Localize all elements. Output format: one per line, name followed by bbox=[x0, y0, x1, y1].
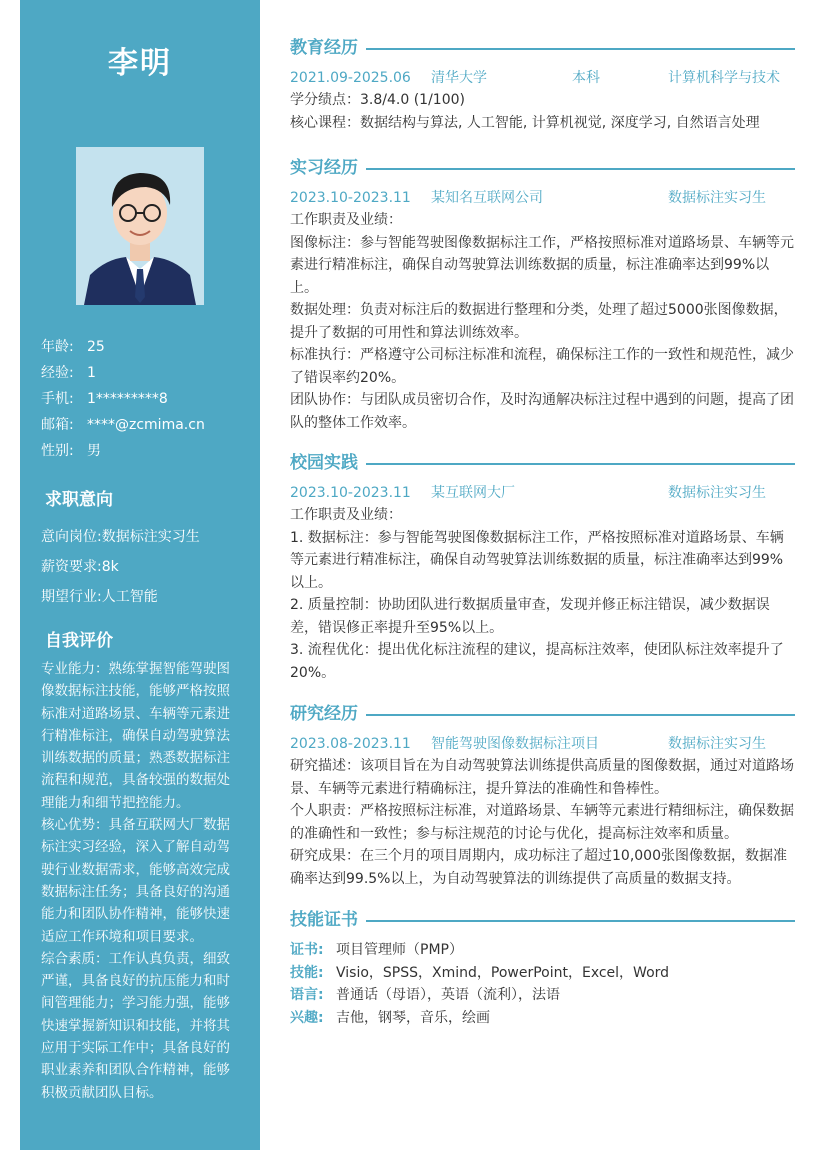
candidate-name: 李明 bbox=[108, 46, 172, 81]
section-header bbox=[290, 701, 795, 727]
profile-photo bbox=[76, 147, 204, 305]
detail-line: 工作职责及业绩： bbox=[290, 507, 402, 523]
info-experience: 经验: 1 bbox=[41, 365, 96, 381]
detail-line: 工作职责及业绩： bbox=[290, 212, 402, 228]
research-details bbox=[290, 755, 795, 890]
section-title: 校园实践 bbox=[290, 453, 366, 473]
date-range: 2023.10-2023.11 bbox=[290, 190, 411, 206]
detail-line: 2. 质量控制：协助团队进行数据质量审查，发现并修正标注错误，减少数据误差，错误修正率提升至95%以上。 bbox=[290, 597, 770, 636]
job-role: 数据标注实习生 bbox=[668, 190, 766, 206]
detail-line: 团队协作：与团队成员密切合作，及时沟通解决标注过程中遇到的问题，提高了团队的整体工作效率。 bbox=[290, 392, 794, 431]
company-name: 某知名互联网公司 bbox=[431, 190, 543, 206]
degree: 本科 bbox=[572, 70, 600, 86]
skill-tools: 技能: Visio，SPSS，Xmind，PowerPoint，Excel，Word bbox=[290, 964, 670, 981]
project-name: 智能驾驶图像数据标注项目 bbox=[431, 736, 599, 752]
courses-line: 核心课程：数据结构与算法, 人工智能, 计算机视觉, 深度学习, 自然语言处理 bbox=[290, 114, 760, 131]
intent-industry: 期望行业:人工智能 bbox=[41, 589, 158, 605]
education-meta bbox=[290, 67, 795, 89]
major: 计算机科学与技术 bbox=[668, 70, 780, 86]
section-title: 实习经历 bbox=[290, 158, 366, 178]
self-eval-professional: 专业能力：熟练掌握智能驾驶图像数据标注技能，能够严格按照标准对道路场景、车辆等元素进行精准标注，确保自动驾驶算法训练数据的质量；熟悉数据标注流程和规范，具备较强的数据处理能力和细节把控能力。 bbox=[41, 661, 230, 811]
campus-meta bbox=[290, 482, 795, 504]
section-header bbox=[290, 155, 795, 181]
date-range: 2023.10-2023.11 bbox=[290, 485, 411, 501]
job-role: 数据标注实习生 bbox=[668, 485, 766, 501]
section-title: 研究经历 bbox=[290, 704, 366, 724]
self-eval-advantage: 核心优势：具备互联网大厂数据标注实习经验，深入了解自动驾驶行业数据需求，能够高效完成数据标注任务；具备良好的沟通能力和团队协作精神，能够快速适应工作环境和项目要求。 bbox=[41, 817, 230, 945]
section-title: 技能证书 bbox=[290, 910, 366, 930]
skill-certificate: 证书: 项目管理师（PMP） bbox=[290, 942, 463, 958]
detail-line: 研究成果：在三个月的项目周期内，成功标注了超过10,000张图像数据，数据准确率达到99.5%以上，为自动驾驶算法的训练提供了高质量的数据支持。 bbox=[290, 848, 787, 887]
info-phone: 手机: 1*********8 bbox=[41, 391, 168, 407]
research-meta bbox=[290, 733, 795, 755]
campus-section bbox=[290, 450, 795, 684]
intent-title: 求职意向 bbox=[45, 490, 113, 510]
skills-section bbox=[290, 907, 795, 1029]
detail-line: 3. 流程优化：提出优化标注流程的建议，提高标注效率，使团队标注效率提升了20%。 bbox=[290, 642, 784, 681]
date-range: 2021.09-2025.06 bbox=[290, 70, 411, 86]
self-eval-title: 自我评价 bbox=[45, 631, 113, 651]
date-range: 2023.08-2023.11 bbox=[290, 736, 411, 752]
detail-line: 个人职责：严格按照标注标准，对道路场景、车辆等元素进行精细标注，确保数据的准确性和一致性；参与标注规范的讨论与优化，提高标注效率和质量。 bbox=[290, 803, 794, 842]
detail-line: 图像标注：参与智能驾驶图像数据标注工作，严格按照标准对道路场景、车辆等元素进行精准标注，确保自动驾驶算法训练数据的质量，标注准确率达到99%以上。 bbox=[290, 234, 794, 296]
detail-line: 标准执行：严格遵守公司标注标准和流程，确保标注工作的一致性和规范性，减少了错误率约20%。 bbox=[290, 347, 794, 386]
section-header bbox=[290, 35, 795, 61]
section-title: 教育经历 bbox=[290, 38, 366, 58]
info-email: 邮箱: ****@zcmima.cn bbox=[41, 417, 205, 433]
info-gender: 性别: 男 bbox=[41, 443, 101, 459]
section-header bbox=[290, 907, 795, 933]
internship-details bbox=[290, 209, 795, 434]
basic-info bbox=[41, 334, 251, 464]
self-eval-overall: 综合素质：工作认真负责，细致严谨，具备良好的抗压能力和时间管理能力；学习能力强，能够快速掌握新知识和技能，并将其应用于实际工作中；具备良好的职业素养和团队合作精神，能够积极贡献团队目标。 bbox=[41, 950, 230, 1101]
info-age: 年龄: 25 bbox=[41, 339, 105, 355]
education-details bbox=[290, 89, 795, 134]
detail-line: 数据处理：负责对标注后的数据进行整理和分类，处理了超过5000张图像数据，提升了数据的可用性和算法训练效率。 bbox=[290, 302, 788, 341]
detail-line: 研究描述：该项目旨在为自动驾驶算法训练提供高质量的图像数据，通过对道路场景、车辆等元素进行精确标注，提升算法的准确性和鲁棒性。 bbox=[290, 758, 794, 797]
gpa-line: 学分绩点：3.8/4.0 (1/100) bbox=[290, 92, 465, 108]
job-intent bbox=[41, 522, 251, 612]
education-section bbox=[290, 35, 795, 134]
self-evaluation bbox=[41, 658, 241, 1104]
job-role: 数据标注实习生 bbox=[668, 736, 766, 752]
detail-line: 1. 数据标注：参与智能驾驶图像数据标注工作，严格按照标准对道路场景、车辆等元素进行精准标注，确保自动驾驶算法训练数据的质量，标注准确率达到99%以上。 bbox=[290, 529, 784, 591]
company-name: 某互联网大厂 bbox=[431, 485, 515, 501]
section-header bbox=[290, 450, 795, 476]
sidebar bbox=[20, 0, 260, 1150]
campus-details bbox=[290, 504, 795, 684]
skill-languages: 语言: 普通话（母语），英语（流利），法语 bbox=[290, 987, 560, 1003]
intent-position: 意向岗位:数据标注实习生 bbox=[41, 529, 200, 545]
portrait-image bbox=[76, 147, 204, 305]
research-section bbox=[290, 701, 795, 890]
internship-meta bbox=[290, 187, 795, 209]
school-name: 清华大学 bbox=[431, 70, 487, 86]
skill-interests: 兴趣: 吉他，钢琴，音乐，绘画 bbox=[290, 1009, 490, 1026]
internship-section bbox=[290, 155, 795, 434]
intent-salary: 薪资要求:8k bbox=[41, 559, 119, 575]
